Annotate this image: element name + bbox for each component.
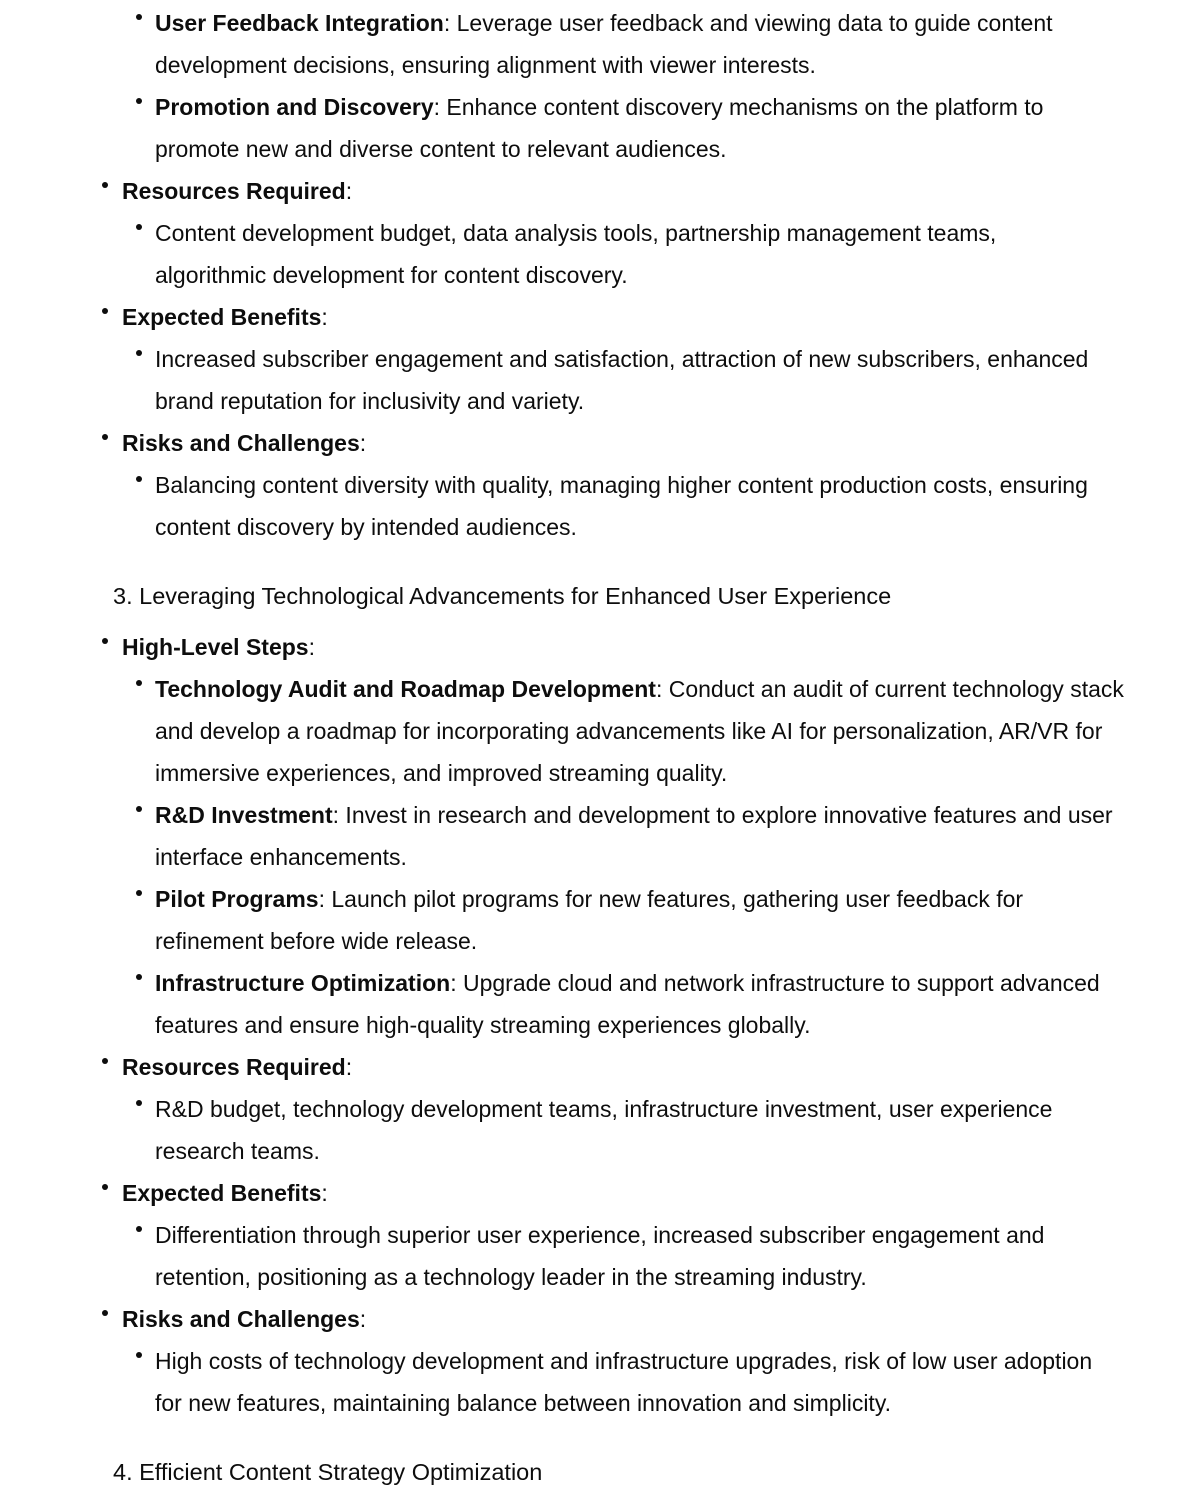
item-text: High costs of technology development and infrastructure upgrades, risk of low user adoption [155, 1348, 1093, 1374]
step-text: : Leverage user feedback and viewing data to guide content [443, 10, 1053, 36]
step-text: : Enhance content discovery mechanisms on the platform to [433, 94, 1044, 120]
section-label: High-Level Steps [122, 634, 309, 660]
item-text: algorithmic development for content discovery. [155, 262, 628, 288]
bullet-icon [136, 680, 142, 686]
bullet-icon [102, 1058, 108, 1064]
section-label: Resources Required [122, 178, 346, 204]
step-text: : Launch pilot programs for new features, gathering user feedback for [318, 886, 1024, 912]
item-text: Differentiation through superior user experience, increased subscriber engagement and [155, 1222, 1045, 1248]
section-label: Risks and Challenges [122, 430, 360, 456]
item-text: content discovery by intended audiences. [155, 514, 577, 540]
step-title: R&D Investment [155, 802, 333, 828]
item-text: R&D budget, technology development teams, infrastructure investment, user experience [155, 1096, 1053, 1122]
section-heading: 3. Leveraging Technological Advancements for Enhanced User Experience [113, 583, 892, 609]
bullet-icon [136, 806, 142, 812]
section-label: Expected Benefits [122, 304, 322, 330]
item-text: Increased subscriber engagement and satisfaction, attraction of new subscribers, enhanced [155, 346, 1089, 372]
bullet-icon [136, 890, 142, 896]
bullet-icon [136, 476, 142, 482]
bullet-icon [102, 1310, 108, 1316]
step-text: immersive experiences, and improved streaming quality. [155, 760, 728, 786]
item-text: Content development budget, data analysis tools, partnership management teams, [155, 220, 997, 246]
item-text: research teams. [155, 1138, 320, 1164]
step-title: Pilot Programs [155, 886, 319, 912]
bullet-icon [136, 1100, 142, 1106]
bullet-icon [102, 1184, 108, 1190]
step-text: refinement before wide release. [155, 928, 478, 954]
bullet-icon [136, 14, 142, 20]
section-label: Resources Required [122, 1054, 346, 1080]
item-text: Balancing content diversity with quality, managing higher content production costs, ensuring [155, 472, 1088, 498]
item-text: brand reputation for inclusivity and variety. [155, 388, 585, 414]
step-text: promote new and diverse content to relevant audiences. [155, 136, 727, 162]
step-text: interface enhancements. [155, 844, 407, 870]
bullet-icon [102, 638, 108, 644]
step-text: : Upgrade cloud and network infrastructure to support advanced [450, 970, 1100, 996]
bullet-icon [136, 224, 142, 230]
section-heading: 4. Efficient Content Strategy Optimization [113, 1459, 543, 1485]
item-text: retention, positioning as a technology leader in the streaming industry. [155, 1264, 867, 1290]
step-title: Promotion and Discovery [155, 94, 434, 120]
section-label: Risks and Challenges [122, 1306, 360, 1332]
item-text: for new features, maintaining balance between innovation and simplicity. [155, 1390, 891, 1416]
step-text: : Invest in research and development to explore innovative features and user [332, 802, 1113, 828]
step-text: features and ensure high-quality streaming experiences globally. [155, 1012, 811, 1038]
bullet-icon [136, 1226, 142, 1232]
bullet-icon [102, 182, 108, 188]
bullet-icon [136, 350, 142, 356]
bullet-icon [102, 434, 108, 440]
bullet-icon [102, 308, 108, 314]
step-text: development decisions, ensuring alignment with viewer interests. [155, 52, 816, 78]
bullet-icon [136, 974, 142, 980]
section-label: Expected Benefits [122, 1180, 322, 1206]
step-text: and develop a roadmap for incorporating advancements like AI for personalization, AR/VR for [155, 718, 1103, 744]
bullet-icon [136, 98, 142, 104]
step-title: User Feedback Integration [155, 10, 444, 36]
step-text: : Conduct an audit of current technology stack [655, 676, 1124, 702]
step-title: Technology Audit and Roadmap Development [155, 676, 656, 702]
bullet-icon [136, 1352, 142, 1358]
step-title: Infrastructure Optimization [155, 970, 451, 996]
